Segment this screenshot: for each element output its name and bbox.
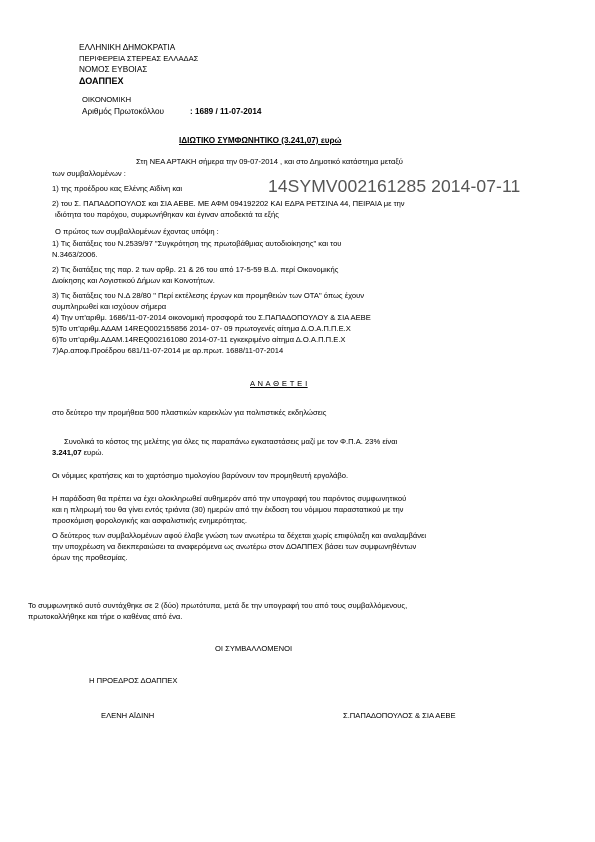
delivery-line: όρων της προθεσμίας. <box>52 553 128 562</box>
consideration-line: 6)Το υπ'αριθμ.ΑΔΑΜ.14REQ002161080 2014-07-11 εγκεκριμένο αίτημα Δ.Ο.Α.Π.Π.Ε.Χ <box>52 335 346 344</box>
party-two: 2) του Σ. ΠΑΠΑΔΟΠΟΥΛΟΣ και ΣΙΑ ΑΕΒΕ. ΜΕ ΑΦΜ 094192202 ΚΑΙ ΕΔΡΑ ΡΕΤΣΙΝΑ 44, ΠΕΙΡΑΙΑ με την <box>52 199 405 208</box>
consideration-line: 4) Την υπ'αριθμ. 1686/11-07-2014 οικονομική προσφορά του Σ.ΠΑΠΑΔΟΠΟΥΛΟΥ & ΣΙΑ ΑΕΒΕ <box>52 313 371 322</box>
consideration-line: 3) Τις διατάξεις του Ν.Δ 28/80 " Περί εκτέλεσης έργων και προμηθειών των ΟΤΑ" όπως έχουν <box>52 291 365 300</box>
consideration-line: 2) Τις διατάξεις της παρ. 2 των αρθρ. 21 & 26 του από 17-5-59 Β.Δ. περί Οικονομικής <box>52 265 339 274</box>
delivery-line: προσκόμιση φορολογικής και ασφαλιστικής ενημερότητας. <box>52 516 248 525</box>
delivery-line: και η πληρωμή του θα γίνει εντός τριάντα (30) ημερών από την έκδοση του νόμιμου παραστατικού με την <box>52 505 404 514</box>
intro-line: των συμβαλλομένων : <box>52 169 126 178</box>
taxes-text: Οι νόμιμες κρατήσεις και το χαρτόσημο τιμολογίου βαρύνουν τον προμηθευτή εργολάβο. <box>52 471 349 480</box>
protocol-label: Αριθμός Πρωτοκόλλου <box>82 107 164 116</box>
delivery-line: Η παράδοση θα πρέπει να έχει ολοκληρωθεί αυθημερόν από την υπογραφή του παρόντος συμφωνητικού <box>52 494 407 503</box>
president-title: Η ΠΡΟΕΔΡΟΣ ΔΟΑΠΠΕΧ <box>89 676 178 685</box>
president-name: ΕΛΕΝΗ ΑΪΔΙΝΗ <box>101 711 155 720</box>
header-department: ΟΙΚΟΝΟΜΙΚΗ <box>82 95 132 104</box>
cost-amount: 3.241,07 <box>52 448 82 457</box>
cost-amount-line <box>52 449 104 457</box>
protocol-number: : 1689 / 11-07-2014 <box>190 107 262 116</box>
header-organization: ΔΟΑΠΠΕΧ <box>79 76 124 86</box>
header-region: ΠΕΡΙΦΕΡΕΙΑ ΣΤΕΡΕΑΣ ΕΛΛΑΔΑΣ <box>79 54 199 63</box>
assignment-text: στο δεύτερο την προμήθεια 500 πλαστικών καρεκλών για πολιτιστικές εκδηλώσεις <box>52 408 327 417</box>
contractor-name: Σ.ΠΑΠΑΔΟΠΟΥΛΟΣ & ΣΙΑ ΑΕΒΕ <box>343 711 456 720</box>
intro-line: Στη ΝΕΑ ΑΡΤΑΚΗ σήμερα την 09-07-2014 , και στο Δημοτικό κατάστημα μεταξύ <box>136 157 403 166</box>
closing-line: Το συμφωνητικό αυτό συντάχθηκε σε 2 (δύο) πρωτότυπα, μετά δε την υπογραφή του από τους συμβαλλόμενους, <box>28 601 408 610</box>
assigns-heading: Α Ν Α Θ Ε Τ Ε Ι <box>250 379 308 388</box>
signatures-heading: ΟΙ ΣΥΜΒΑΛΛΟΜΕΝΟΙ <box>215 644 293 653</box>
consideration-line: συμπληρωθεί και ισχύουν σήμερα <box>52 302 167 311</box>
cost-unit: ευρώ. <box>81 448 104 457</box>
delivery-line: την υποχρέωση να διεκπεραιώσει τα αναφερόμενα ως ανωτέρω στον ΔΟΑΠΠΕΧ βάσει των συμφωνηθέντων <box>52 542 417 551</box>
closing-line: πρωτοκολλήθηκε και τήρε ο καθένας από ένα. <box>28 612 183 621</box>
consideration-line: Διοίκησης και Λογιστικού Δήμων και Κοινοτήτων. <box>52 276 215 285</box>
registry-stamp: 14SYMV002161285 2014-07-11 <box>268 176 521 196</box>
consideration-line: 1) Τις διατάξεις του Ν.2539/97 "Συγκρότηση της πρωτοβάθμιας αυτοδιοίκησης" και του <box>52 239 342 248</box>
document-title: ΙΔΙΩΤΙΚΟ ΣΥΜΦΩΝΗΤΙΚΟ (3.241,07) ευρώ <box>179 136 342 145</box>
party-one: 1) της προέδρου κας Ελένης Αϊδίνη και <box>52 184 183 193</box>
considerations-heading: Ο πρώτος των συμβαλλομένων έχοντας υπόψη : <box>55 227 219 236</box>
consideration-line: 5)Το υπ'αριθμ.ΑΔΑΜ 14REQ002155856 2014- 07- 09 πρωτογενές αίτημα Δ.Ο.Α.Π.Π.Ε.Χ <box>52 324 351 333</box>
header-country: ΕΛΛΗΝΙΚΗ ΔΗΜΟΚΡΑΤΙΑ <box>79 43 176 52</box>
consideration-line: 7)Αρ.αποφ.Προέδρου 681/11-07-2014 με αρ.πρωτ. 1688/11-07-2014 <box>52 346 284 355</box>
consideration-line: Ν.3463/2006. <box>52 250 98 259</box>
header-prefecture: ΝΟΜΟΣ ΕΥΒΟΙΑΣ <box>79 65 148 74</box>
intro-line: ιδιότητα του παρόχου, συμφωνήθηκαν και έγιναν αποδεκτά τα εξής <box>55 210 279 219</box>
delivery-line: Ο δεύτερος των συμβαλλομένων αφού έλαβε γνώση των ανωτέρω τα δέχεται χωρίς επιφύλαξη και αναλαμβάνει <box>52 531 427 540</box>
cost-line: Συνολικά το κόστος της μελέτης για όλες τις παραπάνω εγκαταστάσεις μαζί με τον Φ.Π.Α. 23% είναι <box>64 437 398 446</box>
